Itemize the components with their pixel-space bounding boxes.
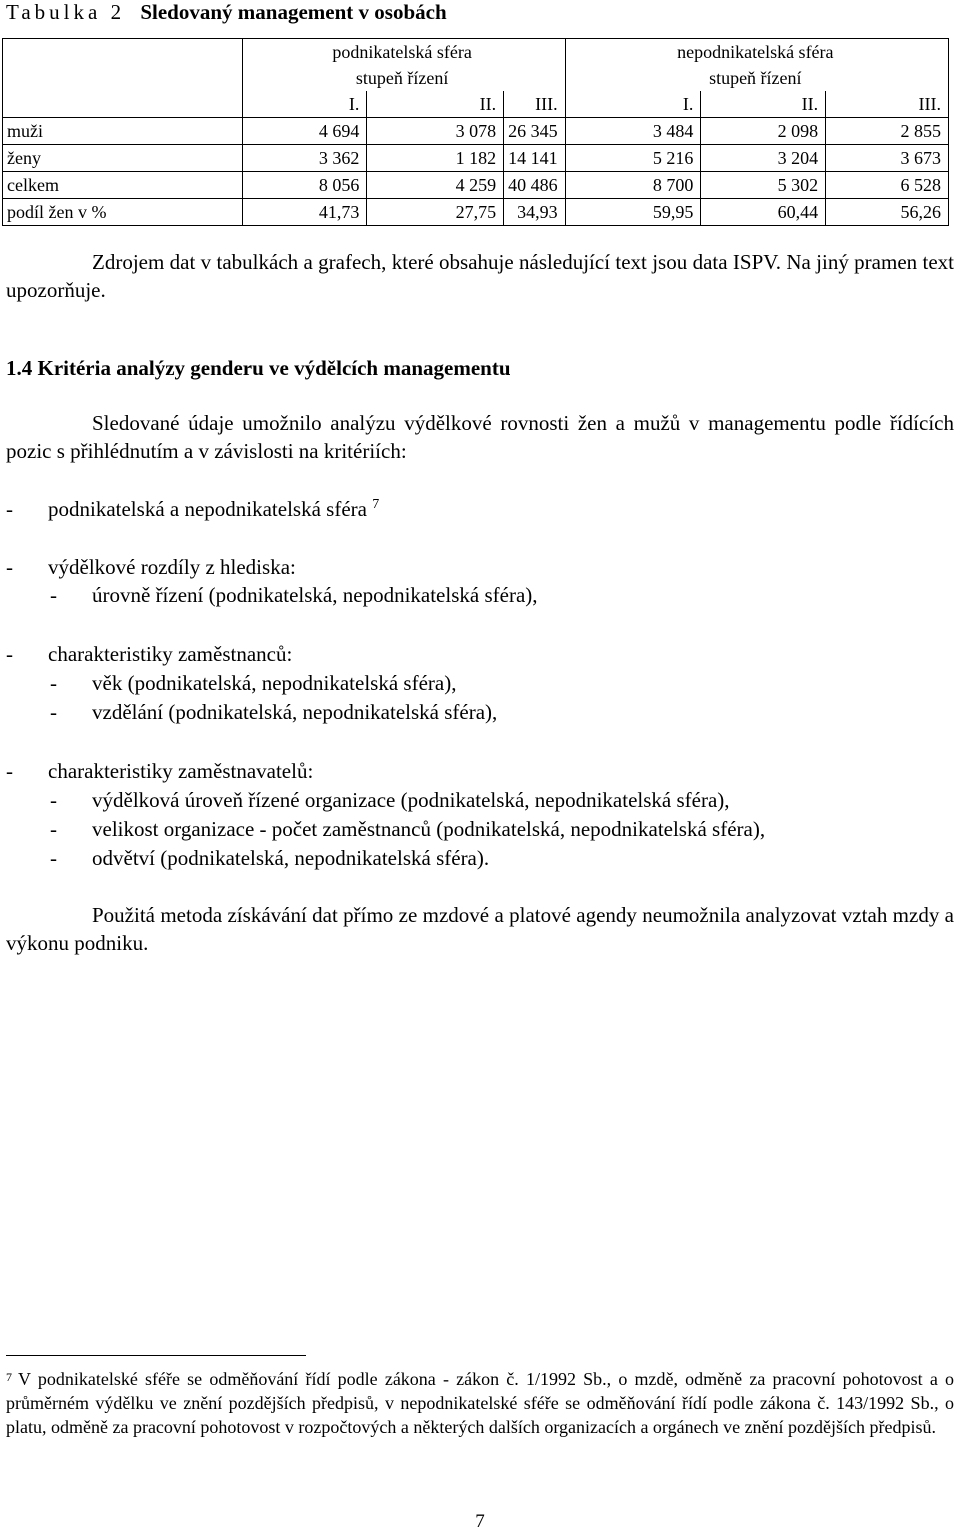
header-row-degree	[3, 91, 949, 118]
level-header: II.	[367, 91, 504, 118]
sphere-nonbusiness: nepodnikatelská sféra	[565, 39, 948, 66]
cell: 34,93	[504, 199, 566, 226]
list-item-text: výdělkové rozdíly z hlediska:	[48, 555, 296, 579]
list-dash: -	[50, 583, 57, 607]
list-dash: -	[6, 497, 13, 521]
cell: 4 259	[367, 172, 504, 199]
section-heading: 1.4 Kritéria analýzy genderu ve výdělcích managementu	[6, 356, 511, 380]
list-dash: -	[6, 759, 13, 783]
level-label-business: stupeň řízení	[242, 65, 565, 91]
cell: 14 141	[504, 145, 566, 172]
cell: 5 216	[565, 145, 701, 172]
footnote-ref: 7	[372, 497, 380, 512]
list-dash: -	[50, 817, 57, 841]
footnote-text: V podnikatelské sféře se odměňování řídí podle zákona - zákon č. 1/1992 Sb., o mzdě, odměně za pracovní pohotovost a o průměrném výdělku ve znění pozdějších předpisů, v nepodnikatelské sféře se odměňování řídí podle zákona č. 143/1992 Sb., o platu, odměně za pracovní pohotovost v rozpočtových a některých dalších organizacích a orgánech ve znění pozdějších předpisů.	[6, 1369, 954, 1437]
list-dash: -	[50, 671, 57, 695]
sphere-business: podnikatelská sféra	[242, 39, 565, 66]
row-label: ženy	[3, 145, 243, 172]
cell: 3 078	[367, 118, 504, 145]
footnote-divider	[6, 1355, 306, 1356]
row-label: celkem	[3, 172, 243, 199]
level-header: I.	[242, 91, 367, 118]
sub-list-item-text: velikost organizace - počet zaměstnanců (podnikatelská, nepodnikatelská sféra),	[92, 817, 766, 841]
level-header: III.	[826, 91, 949, 118]
header-row-level	[3, 65, 949, 91]
list-dash: -	[50, 788, 57, 812]
list-dash: -	[6, 555, 13, 579]
table-caption	[6, 0, 447, 24]
row-label: podíl žen v %	[3, 199, 243, 226]
source-note: Zdrojem dat v tabulkách a grafech, které obsahuje následující text jsou data ISPV. Na jiný pramen text upozorňuje.	[6, 250, 954, 302]
cell: 2 098	[701, 118, 826, 145]
level-header: I.	[565, 91, 701, 118]
page-number: 7	[475, 1511, 485, 1532]
cell: 41,73	[242, 199, 367, 226]
closing-paragraph: Použitá metoda získávání dat přímo ze mzdové a platové agendy neumožnila analyzovat vztah mzdy a výkonu podniku.	[6, 903, 954, 955]
row-label: muži	[3, 118, 243, 145]
cell: 6 528	[826, 172, 949, 199]
table-row	[3, 172, 949, 199]
table-label: Tabulka 2	[6, 0, 126, 24]
management-table	[2, 38, 949, 226]
section-intro: Sledované údaje umožnilo analýzu výdělkové rovnosti žen a mužů v managementu podle řídících pozic s přihlédnutím a v závislosti na kritériích:	[6, 411, 954, 463]
table-title: Sledovaný management v osobách	[140, 0, 447, 24]
list-item-text: podnikatelská a nepodnikatelská sféra	[48, 497, 367, 521]
cell: 8 700	[565, 172, 701, 199]
sub-list-item-text: vzdělání (podnikatelská, nepodnikatelská sféra),	[92, 700, 498, 724]
cell: 8 056	[242, 172, 367, 199]
cell: 56,26	[826, 199, 949, 226]
list-dash: -	[50, 700, 57, 724]
cell: 3 362	[242, 145, 367, 172]
footnote	[6, 1367, 954, 1439]
table-row	[3, 145, 949, 172]
cell: 4 694	[242, 118, 367, 145]
sub-list-item-text: výdělková úroveň řízené organizace (podnikatelská, nepodnikatelská sféra),	[92, 788, 730, 812]
list-item-text: charakteristiky zaměstnanců:	[48, 642, 293, 666]
cell: 27,75	[367, 199, 504, 226]
cell: 3 204	[701, 145, 826, 172]
cell: 2 855	[826, 118, 949, 145]
sub-list-item-text: úrovně řízení (podnikatelská, nepodnikatelská sféra),	[92, 583, 538, 607]
cell: 5 302	[701, 172, 826, 199]
header-row-sphere	[3, 39, 949, 66]
list-dash: -	[50, 846, 57, 870]
table-row	[3, 118, 949, 145]
cell: 59,95	[565, 199, 701, 226]
cell: 1 182	[367, 145, 504, 172]
cell: 60,44	[701, 199, 826, 226]
sub-list-item-text: odvětví (podnikatelská, nepodnikatelská sféra).	[92, 846, 490, 870]
cell: 26 345	[504, 118, 566, 145]
level-header: III.	[504, 91, 566, 118]
footnote-number: 7	[6, 1370, 12, 1384]
list-item-text: charakteristiky zaměstnavatelů:	[48, 759, 314, 783]
cell: 40 486	[504, 172, 566, 199]
table-row	[3, 199, 949, 226]
cell: 3 484	[565, 118, 701, 145]
sub-list-item-text: věk (podnikatelská, nepodnikatelská sféra),	[92, 671, 457, 695]
list-dash: -	[6, 642, 13, 666]
cell: 3 673	[826, 145, 949, 172]
level-header: II.	[701, 91, 826, 118]
level-label-nonbusiness: stupeň řízení	[565, 65, 948, 91]
